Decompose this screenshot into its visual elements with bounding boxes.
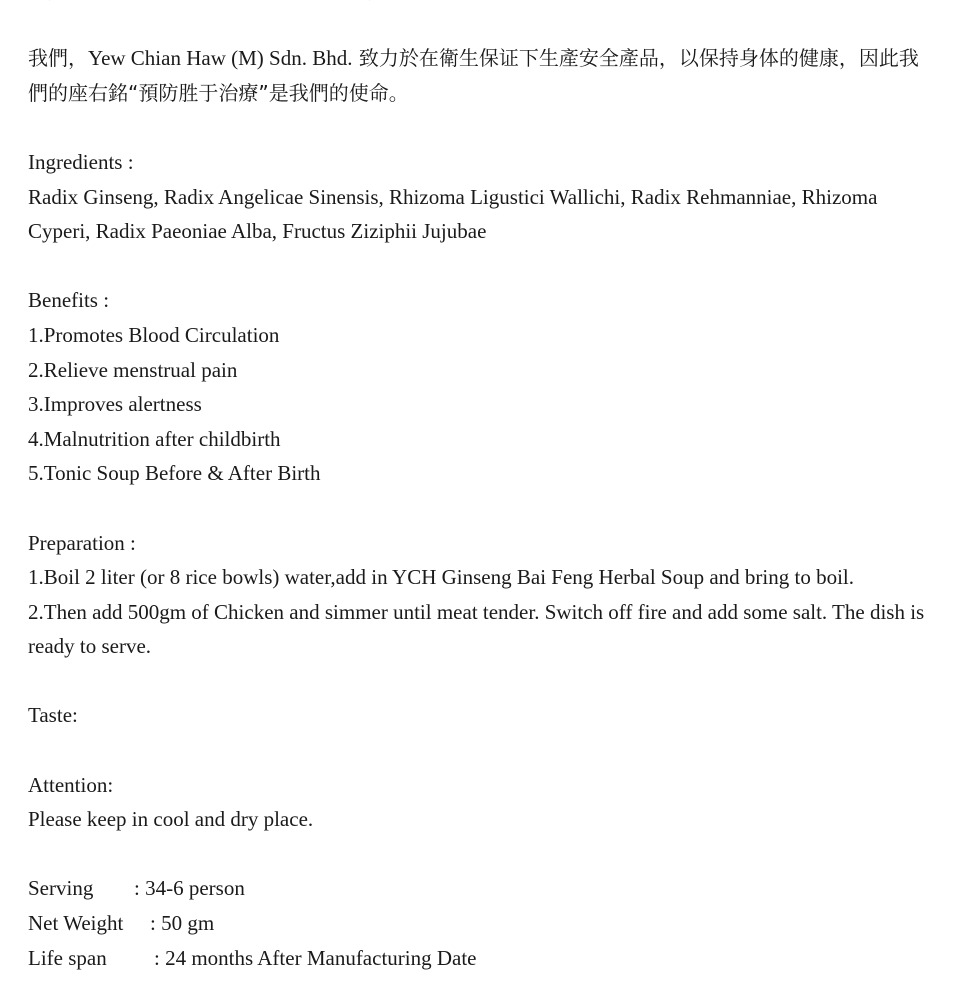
ingredients-list: Radix Ginseng, Radix Angelicae Sinensis, Rhizoma Ligustici Wallichi, Radix Rehmanniae, Rhizoma Cyperi, Radix Paeoniae Alba, Fructus Ziziphii Jujubae bbox=[28, 184, 878, 244]
intro-quality-line bbox=[28, 0, 938, 7]
spacer bbox=[28, 664, 938, 699]
net-weight-value: : 50 gm bbox=[150, 911, 215, 936]
spacer bbox=[28, 491, 938, 526]
preparation-step: 1.Boil 2 liter (or 8 rice bowls) water,add in YCH Ginseng Bai Feng Herbal Soup and bring to boil. bbox=[28, 565, 854, 590]
serving-label: Serving bbox=[28, 876, 94, 901]
spacer bbox=[28, 249, 938, 284]
benefits-heading: Benefits : bbox=[28, 288, 110, 313]
mission-text: 致力於在衛生保证下生產安全產品，以保持身体的健康，因此我們的座右銘“預防胜于治療”是我們的使命。 bbox=[28, 46, 919, 105]
spacer bbox=[28, 110, 938, 145]
benefit-item: 4.Malnutrition after childbirth bbox=[28, 426, 281, 451]
benefit-item: 1.Promotes Blood Circulation bbox=[28, 322, 280, 347]
mission-prefix: 我們， bbox=[28, 46, 88, 71]
spacer bbox=[28, 733, 938, 768]
attention-text: Please keep in cool and dry place. bbox=[28, 807, 314, 832]
net-weight-label: Net Weight bbox=[28, 911, 124, 936]
spacer bbox=[28, 837, 938, 872]
preparation-heading: Preparation : bbox=[28, 530, 136, 555]
serving-value: : 34-6 person bbox=[134, 876, 245, 901]
benefit-item: 2.Relieve menstrual pain bbox=[28, 357, 238, 382]
benefit-item: 5.Tonic Soup Before & After Birth bbox=[28, 461, 321, 486]
attention-heading: Attention: bbox=[28, 772, 114, 797]
ingredients-heading: Ingredients : bbox=[28, 149, 134, 174]
preparation-step: 2.Then add 500gm of Chicken and simmer until meat tender. Switch off fire and add some salt. The dish is ready to serve. bbox=[28, 599, 925, 659]
life-span-row bbox=[28, 941, 938, 976]
spacer bbox=[28, 7, 938, 42]
product-description-content bbox=[28, 0, 938, 975]
taste-heading: Taste: bbox=[28, 703, 78, 728]
life-span-label: Life span bbox=[28, 945, 107, 970]
net-weight-row bbox=[28, 906, 938, 941]
serving-row bbox=[28, 871, 938, 906]
mission-statement bbox=[28, 41, 938, 110]
company-name: Yew Chian Haw (M) Sdn. Bhd. bbox=[88, 46, 353, 71]
life-span-value: : 24 months After Manufacturing Date bbox=[154, 945, 477, 970]
benefit-item: 3.Improves alertness bbox=[28, 392, 202, 417]
